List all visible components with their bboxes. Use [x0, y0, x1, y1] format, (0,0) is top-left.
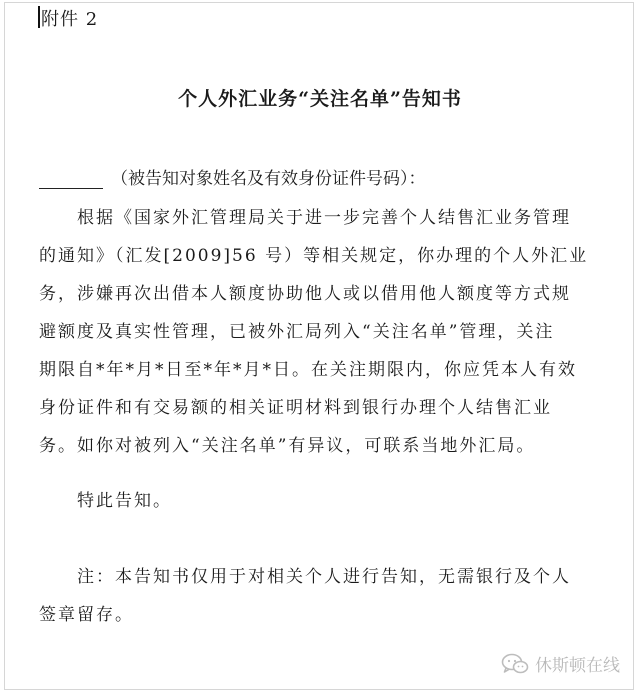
addressee-blank	[39, 170, 103, 189]
body-line: 期限自*年*月*日至*年*月*日。在关注期限内，你应凭本人有效	[39, 360, 577, 380]
body-line: 务，涉嫌再次出借本人额度协助他人或以借用他人额度等方式规	[39, 284, 571, 304]
note-paragraph	[39, 564, 599, 640]
body-line: 身份证件和有交易额的相关证明材料到银行办理个人结售汇业	[39, 398, 552, 418]
special-notice: 特此告知。	[77, 491, 172, 511]
body-line: 务。如你对被列入“关注名单”有异议，可联系当地外汇局。	[39, 436, 536, 456]
addressee-hint: （被告知对象姓名及有效身份证件号码）：	[111, 169, 426, 189]
document-title: 个人外汇业务“关注名单”告知书	[178, 88, 462, 110]
watermark-text: 休斯顿在线	[535, 656, 620, 676]
text-cursor	[38, 6, 40, 28]
body-line: 根据《国家外汇管理局关于进一步完善个人结售汇业务管理	[77, 208, 571, 228]
addressee-line	[39, 164, 426, 189]
body-line: 避额度及真实性管理，已被外汇局列入“关注名单”管理，关注	[39, 322, 555, 342]
wechat-icon	[501, 653, 529, 675]
attachment-label: 附件 2	[41, 9, 99, 30]
watermark	[501, 651, 620, 676]
body-line: 的通知》（汇发[2009]56 号）等相关规定，你办理的个人外汇业	[39, 246, 589, 266]
body-paragraph	[39, 205, 599, 471]
note-line: 签章留存。	[39, 605, 134, 625]
note-line: 注：本告知书仅用于对相关个人进行告知，无需银行及个人	[77, 567, 571, 587]
